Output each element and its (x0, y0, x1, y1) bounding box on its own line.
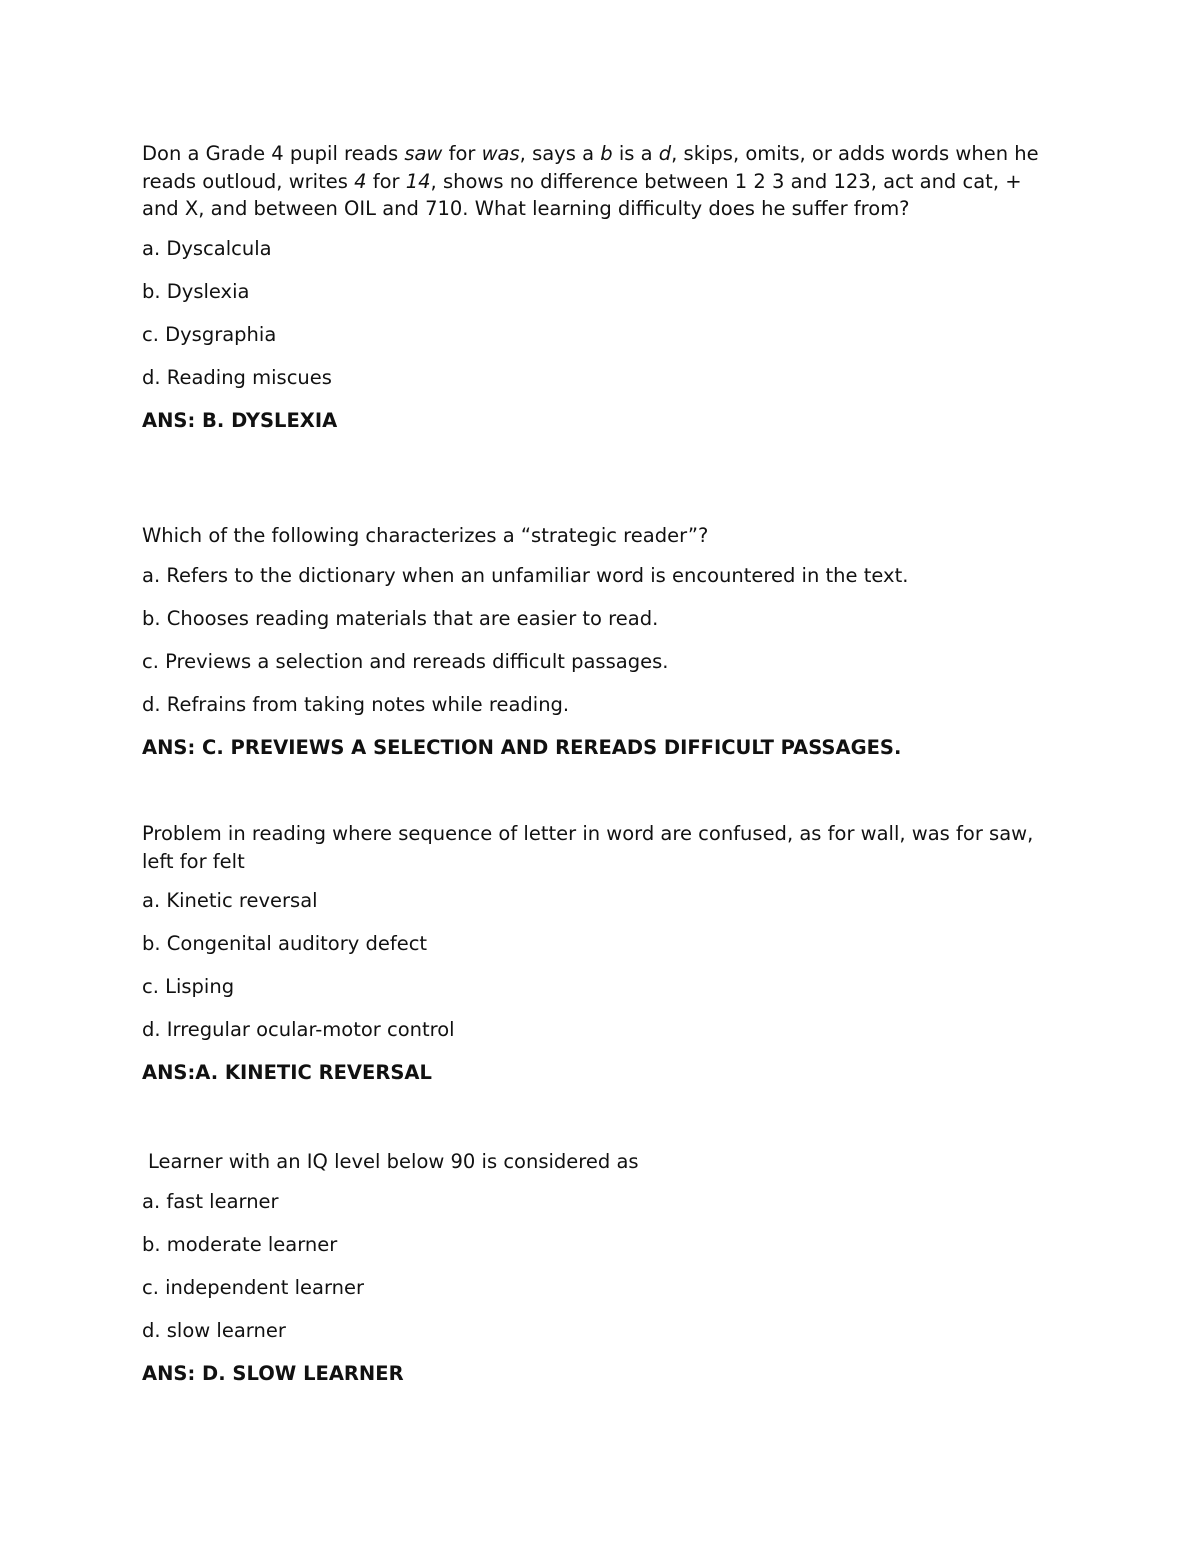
answer-line: ANS: D. SLOW LEARNER (142, 1361, 404, 1385)
stem-text: for (366, 169, 406, 193)
stem-italic: saw (404, 142, 443, 165)
option-c: c. independent learner (142, 1275, 364, 1299)
option-b: b. Congenital auditory defect (142, 932, 428, 955)
option-d: d. Reading miscues (142, 365, 332, 389)
option-a: a. Dyscalcula (142, 236, 272, 260)
stem-italic: d (658, 142, 672, 165)
option-a: a. Refers to the dictionary when an unfamiliar word is encountered in the text. (142, 563, 909, 587)
answer-line: ANS:A. KINETIC REVERSAL (142, 1061, 432, 1084)
stem-italic: 4 (354, 169, 367, 193)
option-b: b. Chooses reading materials that are easier to read. (142, 606, 659, 630)
option-c: c. Lisping (142, 975, 235, 998)
stem-text: is a (612, 142, 659, 165)
stem-italic: 14 (405, 169, 431, 193)
stem-text: for (442, 142, 482, 165)
option-c: c. Previews a selection and rereads difficult passages. (142, 649, 669, 673)
option-b: b. moderate learner (142, 1232, 338, 1256)
option-c: c. Dysgraphia (142, 322, 277, 346)
stem-text: , skips, omits, or adds words when he reads outloud, writes (142, 142, 1039, 193)
option-d: d. Irregular ocular-motor control (142, 1018, 455, 1041)
stem-italic: b (600, 142, 613, 165)
option-d: d. slow learner (142, 1318, 286, 1342)
answer-line: ANS: C. PREVIEWS A SELECTION AND REREADS DIFFICULT PASSAGES. (142, 735, 902, 759)
question-4 (142, 1148, 1042, 1385)
question-stem: Which of the following characterizes a “strategic reader”? (142, 524, 709, 547)
question-stem: Problem in reading where sequence of letter in word are confused, as for wall, was for saw, left for felt (142, 822, 1034, 873)
option-b: b. Dyslexia (142, 279, 250, 303)
question-stem: Learner with an IQ level below 90 is considered as (148, 1150, 639, 1173)
option-a: a. fast learner (142, 1189, 279, 1213)
stem-text: , says a (519, 142, 601, 165)
option-a: a. Kinetic reversal (142, 889, 318, 912)
stem-text: Don a Grade 4 pupil reads (142, 142, 405, 165)
stem-italic: was (481, 142, 520, 165)
question-stem (142, 140, 1042, 223)
stem-text: , shows no difference between 1 2 3 and 123, act and cat, + and X, and between OIL and 710. What learning difficulty does he suffer from? (142, 169, 1022, 220)
answer-line: ANS: B. DYSLEXIA (142, 408, 338, 432)
option-d: d. Refrains from taking notes while reading. (142, 692, 570, 716)
question-1 (142, 140, 1042, 432)
question-2 (142, 522, 1042, 759)
question-3 (142, 820, 1042, 1084)
